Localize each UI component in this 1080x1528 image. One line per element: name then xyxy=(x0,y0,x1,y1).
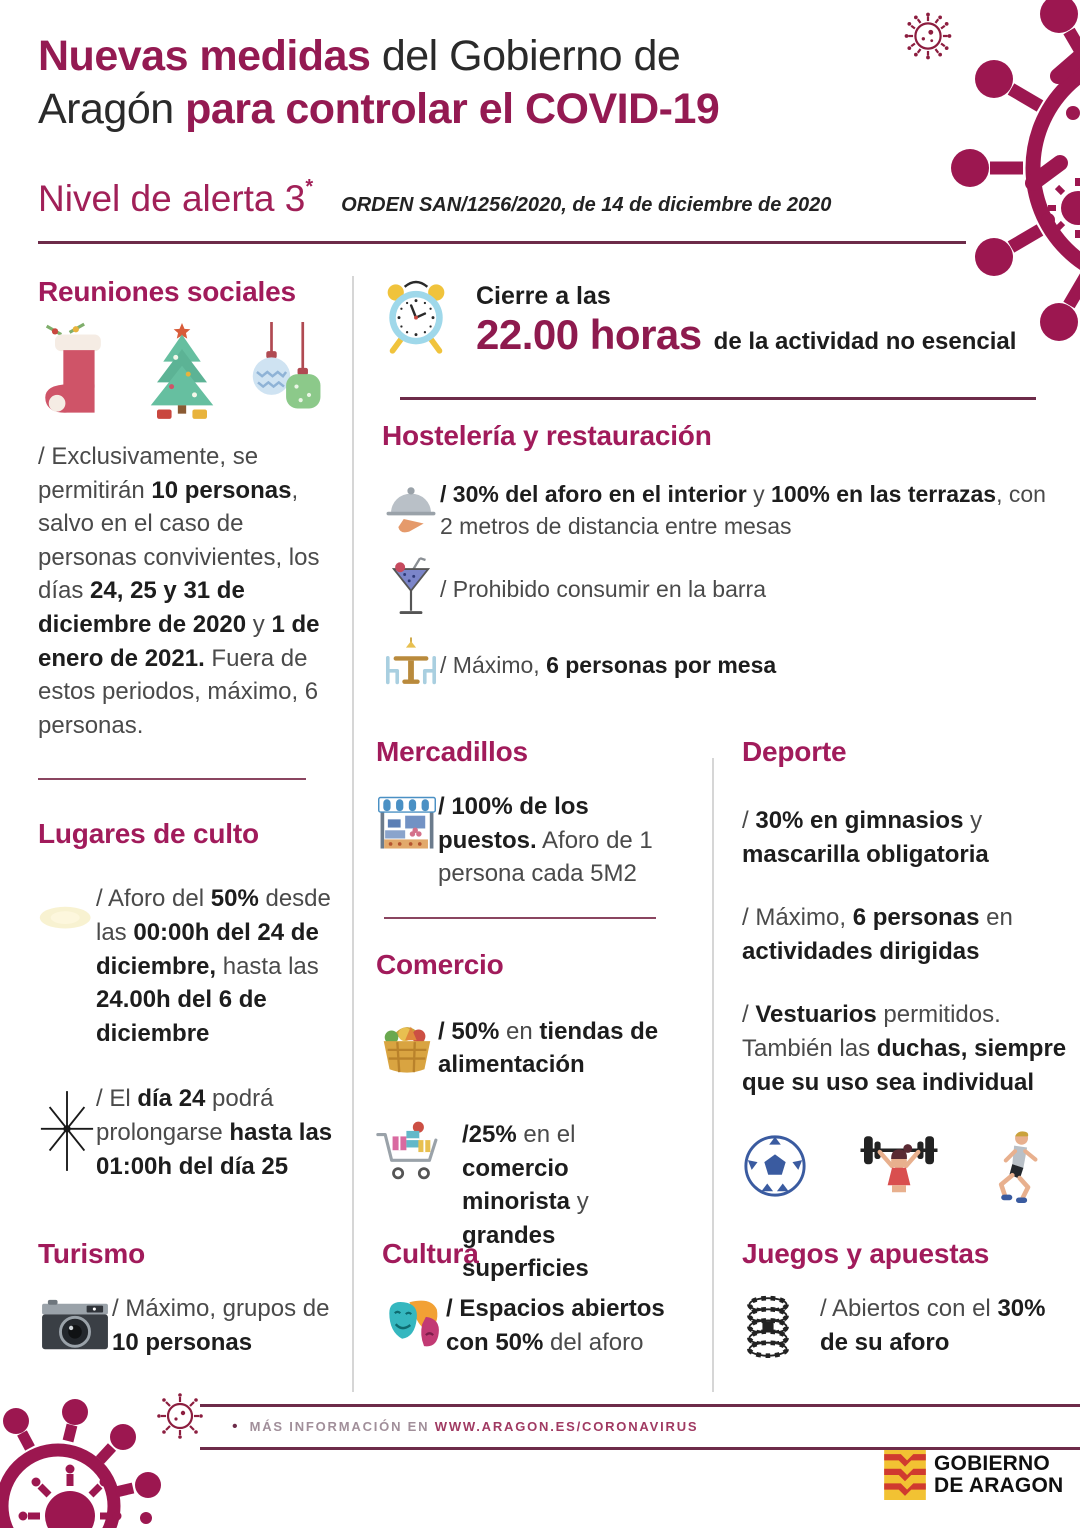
cultura-section xyxy=(382,1238,702,1359)
deporte-item-3-text: / Vestuarios permitidos. También las duchas, siempre que su uso sea individual xyxy=(742,1001,1067,1096)
closing-banner-text xyxy=(476,276,1016,359)
title-rest-2: Aragón xyxy=(38,85,186,134)
heading-comercio: Comercio xyxy=(376,948,504,980)
theater-masks-icon xyxy=(382,1295,446,1357)
juegos-item-1-text: / Abiertos con el 30% de su aforo xyxy=(820,1295,1046,1356)
lugares-item-2 xyxy=(38,1076,342,1186)
heading-hosteleria: Hostelería y restauración xyxy=(382,420,712,451)
closing-pre: Cierre a las xyxy=(476,282,611,310)
vertical-divider-left xyxy=(352,276,354,1392)
comercio-item-1-text: / 50% en tiendas de alimentación xyxy=(438,1017,659,1079)
alert-row xyxy=(38,176,831,220)
left-column xyxy=(38,276,342,1186)
hosteleria-item-1-text: / 30% del aforo en el interior y 100% en las terrazas, con 2 metros de distancia entre mesas xyxy=(440,481,1046,540)
title-accent-1: Nuevas medidas xyxy=(38,32,371,80)
mercadillos-item-1 xyxy=(376,790,682,891)
hosteleria-item-2 xyxy=(382,554,1062,624)
alert-level: Nivel de alerta 3 xyxy=(38,178,306,219)
hosteleria-item-2-text: / Prohibido consumir en la barra xyxy=(440,576,766,603)
title-rest-1: del Gobierno de xyxy=(370,32,681,80)
star-icon xyxy=(38,1076,96,1186)
logo-text xyxy=(934,1453,1063,1497)
lugares-item-2-text: / El día 24 podrá prolongarse hasta las 01:00h del día 25 xyxy=(96,1085,333,1180)
deporte-item-1-text: / 30% en gimnasios y mascarilla obligatoria xyxy=(742,807,989,868)
footer-bullet: • xyxy=(232,1418,238,1435)
middle-divider xyxy=(384,917,656,919)
comercio-item-1 xyxy=(376,1015,682,1082)
vertical-divider-right xyxy=(712,758,714,1392)
closing-banner xyxy=(382,276,1016,359)
title-accent-2: para controlar el COVID-19 xyxy=(185,85,720,134)
lugares-item-1-text: / Aforo del 50% desde las 00:00h del 24 de diciembre, hasta las 24.00h del 6 de diciembre xyxy=(96,885,331,1047)
header-rule xyxy=(38,241,966,244)
ornaments-icon xyxy=(242,322,326,422)
right-column xyxy=(742,736,1072,1203)
footer-info-link[interactable]: WWW.ARAGON.ES/CORONAVIRUS xyxy=(434,1419,699,1434)
closing-time: 22.00 horas xyxy=(476,311,702,358)
heading-cultura: Cultura xyxy=(382,1238,479,1269)
christmas-icons-row xyxy=(38,322,326,422)
cocktail-icon xyxy=(382,554,440,624)
grocery-basket-icon xyxy=(376,1015,438,1077)
heading-lugares-de-culto: Lugares de culto xyxy=(38,818,259,850)
runner-icon xyxy=(990,1129,1042,1203)
shopping-cart-icon xyxy=(376,1118,446,1188)
left-divider xyxy=(38,778,306,780)
hosteleria-item-3 xyxy=(382,636,1062,694)
deporte-item-2-text: / Máximo, 6 personas en actividades dirigidas xyxy=(742,904,1013,965)
alarm-clock-icon xyxy=(382,276,450,356)
logo-line-2: DE ARAGON xyxy=(934,1474,1064,1497)
soccer-ball-icon xyxy=(742,1133,808,1199)
market-stall-icon xyxy=(376,790,438,856)
poker-chips-icon xyxy=(742,1293,794,1359)
christmas-stocking-icon xyxy=(38,322,122,422)
virus-icon-bottom-left xyxy=(0,1386,240,1528)
heading-mercadillos: Mercadillos xyxy=(376,736,528,767)
serving-dish-icon xyxy=(382,478,440,540)
turismo-section xyxy=(38,1238,348,1359)
heading-turismo: Turismo xyxy=(38,1238,145,1269)
cultura-item-1-text: / Espacios abiertos con 50% del aforo xyxy=(446,1295,665,1356)
weightlifting-icon xyxy=(856,1131,942,1201)
juegos-item-1 xyxy=(742,1292,1072,1359)
juegos-section xyxy=(742,1238,1072,1359)
alert-asterisk: * xyxy=(305,176,314,198)
lugares-item-1 xyxy=(38,882,342,1050)
page-title xyxy=(38,30,719,137)
reuniones-paragraph: / Exclusivamente, se permitirán 10 personas, salvo en el caso de personas convivientes, los días 24, 25 y 31 de diciembre de 2020 y 1 de enero de 2021. Fuera de estos periodos, máximo, 6 personas. xyxy=(38,443,320,739)
middle-column xyxy=(376,736,682,1286)
banner-rule xyxy=(400,397,1036,400)
turismo-item-1 xyxy=(38,1292,348,1359)
footer-info-prefix: MÁS INFORMACIÓN EN xyxy=(249,1419,435,1434)
aragon-flag-icon xyxy=(884,1450,926,1500)
heading-juegos: Juegos y apuestas xyxy=(742,1238,990,1269)
heading-reuniones-sociales: Reuniones sociales xyxy=(38,276,296,307)
comercio-item-2-text: /25% en el comercio minorista y grandes superficies xyxy=(462,1120,589,1283)
hosteleria-item-1 xyxy=(382,478,1062,542)
order-reference: ORDEN SAN/1256/2020, de 14 de diciembre de 2020 xyxy=(341,194,832,216)
camera-icon xyxy=(38,1295,112,1357)
candle-glow-icon xyxy=(38,882,96,946)
table-chairs-icon xyxy=(382,636,440,694)
closing-post: de la actividad no esencial xyxy=(713,328,1017,355)
christmas-tree-icon xyxy=(140,322,224,422)
heading-deporte: Deporte xyxy=(742,736,847,767)
cultura-item-1 xyxy=(382,1292,702,1359)
turismo-item-1-text: / Máximo, grupos de 10 personas xyxy=(112,1295,330,1356)
hosteleria-section xyxy=(382,420,1062,694)
gobierno-aragon-logo xyxy=(884,1450,1063,1500)
footer-info-bar xyxy=(200,1404,1080,1450)
sport-icons-row xyxy=(742,1129,1042,1203)
logo-line-1: GOBIERNO xyxy=(934,1451,1050,1475)
mercadillos-item-1-text: / 100% de los puestos. Aforo de 1 persona cada 5M2 xyxy=(438,793,653,888)
hosteleria-item-3-text: / Máximo, 6 personas por mesa xyxy=(440,652,777,679)
